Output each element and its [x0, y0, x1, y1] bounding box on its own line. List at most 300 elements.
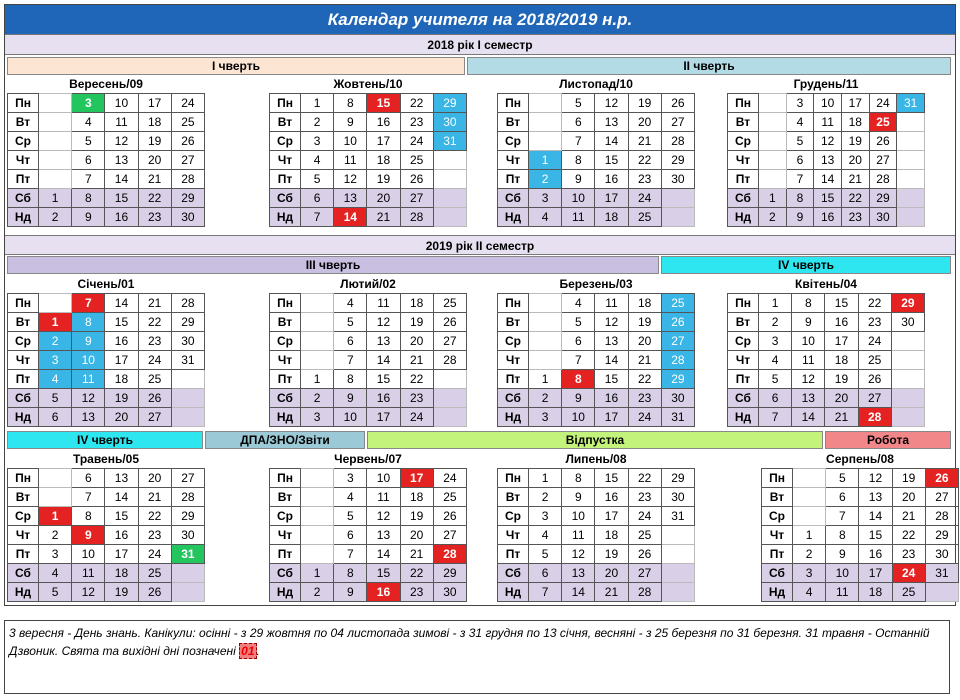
day-cell: 24: [400, 408, 433, 427]
day-cell: 16: [825, 313, 858, 332]
empty-day-cell: [793, 507, 826, 526]
day-cell: 28: [661, 351, 694, 370]
day-cell: 6: [759, 389, 792, 408]
weekday-row: [8, 132, 205, 151]
day-cell: 11: [105, 113, 138, 132]
empty-day-cell: [301, 488, 334, 507]
weekday-row: [8, 408, 205, 427]
empty-day-cell: [39, 94, 72, 113]
day-cell: 13: [105, 151, 138, 170]
day-cell: 24: [400, 132, 433, 151]
empty-day-cell: [171, 389, 204, 408]
day-cell: 24: [138, 351, 171, 370]
day-cell: 27: [433, 526, 466, 545]
weekday-row: [8, 507, 205, 526]
day-cell: 1: [301, 94, 334, 113]
day-cell: 21: [892, 507, 925, 526]
weekday-label: Сб: [762, 564, 793, 583]
month-table: [269, 293, 467, 427]
weekday-label: Пт: [728, 170, 759, 189]
day-cell: 30: [433, 583, 466, 602]
weekday-row: [270, 313, 467, 332]
weekday-row: [728, 189, 925, 208]
day-cell: 9: [72, 332, 105, 351]
day-cell: 6: [301, 189, 334, 208]
empty-day-cell: [433, 408, 466, 427]
empty-day-cell: [661, 208, 694, 227]
weekday-label: Чт: [8, 151, 39, 170]
day-cell: 13: [334, 189, 367, 208]
weekday-row: [8, 313, 205, 332]
empty-day-cell: [433, 170, 466, 189]
day-cell: 22: [841, 189, 869, 208]
day-cell: 30: [925, 545, 958, 564]
weekday-label: Нд: [728, 208, 759, 227]
day-cell: 11: [367, 294, 400, 313]
day-cell: 9: [334, 583, 367, 602]
day-cell: 22: [400, 94, 433, 113]
day-cell: 3: [529, 189, 562, 208]
weekday-row: [8, 370, 205, 389]
day-cell: 21: [400, 545, 433, 564]
day-cell: 27: [661, 113, 694, 132]
month-table: [727, 93, 925, 227]
day-cell: 25: [628, 526, 661, 545]
weekday-label: Чт: [8, 526, 39, 545]
day-cell: 22: [138, 189, 171, 208]
day-cell: 1: [759, 294, 792, 313]
day-cell: 24: [138, 545, 171, 564]
empty-day-cell: [891, 332, 924, 351]
empty-day-cell: [433, 389, 466, 408]
month-block: [269, 75, 467, 227]
weekday-row: [498, 113, 695, 132]
month-block: [727, 75, 925, 227]
month-block: [269, 275, 467, 427]
weekday-label: Сб: [498, 189, 529, 208]
day-cell: 19: [400, 507, 433, 526]
day-cell: 19: [138, 132, 171, 151]
day-cell: 30: [171, 208, 204, 227]
empty-day-cell: [897, 132, 925, 151]
empty-day-cell: [529, 351, 562, 370]
weekday-row: [8, 151, 205, 170]
weekday-label: Пт: [8, 170, 39, 189]
day-cell: 26: [858, 370, 891, 389]
weekday-label: Нд: [8, 583, 39, 602]
weekday-row: [8, 583, 205, 602]
day-cell: 28: [858, 408, 891, 427]
empty-day-cell: [301, 294, 334, 313]
day-cell: 4: [529, 208, 562, 227]
day-cell: 24: [858, 332, 891, 351]
day-cell: 5: [39, 389, 72, 408]
weekday-row: [498, 488, 695, 507]
weekday-row: [728, 294, 925, 313]
day-cell: 7: [759, 408, 792, 427]
empty-day-cell: [433, 208, 466, 227]
day-cell: 19: [105, 389, 138, 408]
weekday-label: Чт: [270, 351, 301, 370]
month-block: [497, 275, 695, 427]
day-cell: 26: [433, 313, 466, 332]
day-cell: 12: [334, 170, 367, 189]
day-cell: 5: [334, 313, 367, 332]
day-cell: 21: [595, 583, 628, 602]
day-cell: 5: [826, 469, 859, 488]
weekday-label: Сб: [8, 189, 39, 208]
weekday-row: [270, 208, 467, 227]
day-cell: 30: [869, 208, 897, 227]
day-cell: 9: [72, 526, 105, 545]
weekday-label: Пт: [728, 370, 759, 389]
weekday-row: [728, 208, 925, 227]
day-cell: 19: [892, 469, 925, 488]
day-cell: 20: [367, 189, 400, 208]
day-cell: 21: [628, 132, 661, 151]
weekday-label: Ср: [8, 507, 39, 526]
day-cell: 26: [400, 170, 433, 189]
weekday-label: Вт: [270, 113, 301, 132]
weekday-row: [270, 583, 467, 602]
weekday-label: Вт: [8, 113, 39, 132]
day-cell: 8: [562, 370, 595, 389]
day-cell: 11: [72, 564, 105, 583]
weekday-label: Чт: [270, 151, 301, 170]
weekday-label: Пт: [8, 545, 39, 564]
month-name: Січень/01: [77, 277, 135, 291]
holiday-swatch: 01: [241, 644, 255, 658]
weekday-label: Чт: [762, 526, 793, 545]
legend-note-text: 3 вересня - День знань. Канікули: осінні - з 29 жовтня по 04 листопада зимові - з 31 грудня по 13 січня, весняні - з 25 березня по 31 березня. 31 травня - Останній Дзвоник. Свята та вихідні дні позначені: [9, 626, 930, 658]
day-cell: 24: [628, 189, 661, 208]
weekday-row: [270, 564, 467, 583]
day-cell: 18: [595, 208, 628, 227]
day-cell: 22: [628, 370, 661, 389]
day-cell: 18: [400, 294, 433, 313]
empty-day-cell: [793, 469, 826, 488]
day-cell: 13: [595, 332, 628, 351]
day-cell: 19: [367, 170, 400, 189]
day-cell: 9: [792, 313, 825, 332]
weekday-label: Пн: [270, 294, 301, 313]
day-cell: 6: [786, 151, 814, 170]
day-cell: 25: [138, 370, 171, 389]
day-cell: 10: [814, 94, 842, 113]
day-cell: 5: [562, 313, 595, 332]
day-cell: 26: [138, 389, 171, 408]
day-cell: 23: [858, 313, 891, 332]
weekday-row: [498, 208, 695, 227]
month-table: [497, 468, 695, 602]
day-cell: 21: [400, 351, 433, 370]
calendar-frame: [4, 4, 956, 606]
weekday-row: [8, 332, 205, 351]
day-cell: 25: [661, 294, 694, 313]
weekday-row: [270, 526, 467, 545]
weekday-label: Пн: [728, 94, 759, 113]
weekday-label: Ср: [270, 507, 301, 526]
day-cell: 14: [859, 507, 892, 526]
vacation-bar: Відпустка: [367, 431, 823, 449]
day-cell: 23: [892, 545, 925, 564]
empty-day-cell: [301, 526, 334, 545]
day-cell: 21: [825, 408, 858, 427]
empty-day-cell: [891, 408, 924, 427]
weekday-label: Ср: [762, 507, 793, 526]
day-cell: 24: [892, 564, 925, 583]
weekday-row: [498, 151, 695, 170]
day-cell: 20: [628, 332, 661, 351]
day-cell: 1: [529, 151, 562, 170]
weekday-label: Ср: [8, 132, 39, 151]
day-cell: 15: [595, 469, 628, 488]
weekday-label: Пн: [498, 94, 529, 113]
day-cell: 25: [433, 488, 466, 507]
page-title: Календар учителя на 2018/2019 н.р.: [5, 5, 955, 35]
empty-day-cell: [39, 113, 72, 132]
day-cell: 15: [105, 507, 138, 526]
day-cell: 17: [138, 94, 171, 113]
empty-day-cell: [891, 389, 924, 408]
weekday-row: [498, 332, 695, 351]
weekday-label: Пт: [762, 545, 793, 564]
weekday-label: Пт: [270, 545, 301, 564]
day-cell: 17: [105, 545, 138, 564]
weekday-label: Вт: [728, 113, 759, 132]
day-cell: 28: [925, 507, 958, 526]
day-cell: 4: [334, 294, 367, 313]
empty-day-cell: [925, 583, 958, 602]
month-table: [7, 468, 205, 602]
weekday-row: [762, 526, 959, 545]
day-cell: 5: [759, 370, 792, 389]
day-cell: 9: [334, 113, 367, 132]
month-name: Лютий/02: [340, 277, 396, 291]
day-cell: 1: [301, 370, 334, 389]
day-cell: 4: [759, 351, 792, 370]
weekday-label: Ср: [728, 132, 759, 151]
day-cell: 13: [72, 408, 105, 427]
day-cell: 30: [433, 113, 466, 132]
weekday-label: Пн: [498, 294, 529, 313]
day-cell: 6: [72, 151, 105, 170]
day-cell: 2: [301, 113, 334, 132]
day-cell: 16: [595, 170, 628, 189]
weekday-label: Пт: [270, 370, 301, 389]
weekday-row: [728, 351, 925, 370]
day-cell: 8: [334, 94, 367, 113]
empty-day-cell: [897, 208, 925, 227]
empty-day-cell: [301, 351, 334, 370]
month-block: [269, 450, 467, 602]
weekday-row: [8, 351, 205, 370]
day-cell: 27: [433, 332, 466, 351]
weekday-label: Пт: [270, 170, 301, 189]
weekday-label: Сб: [498, 564, 529, 583]
weekday-row: [8, 294, 205, 313]
day-cell: 6: [334, 526, 367, 545]
day-cell: 30: [891, 313, 924, 332]
day-cell: 14: [105, 294, 138, 313]
day-cell: 2: [301, 389, 334, 408]
day-cell: 11: [792, 351, 825, 370]
day-cell: 14: [334, 208, 367, 227]
weekday-row: [762, 564, 959, 583]
day-cell: 23: [841, 208, 869, 227]
weekday-label: Ср: [270, 132, 301, 151]
weekday-row: [270, 351, 467, 370]
day-cell: 12: [367, 507, 400, 526]
day-cell: 6: [562, 332, 595, 351]
day-cell: 4: [39, 370, 72, 389]
day-cell: 2: [301, 583, 334, 602]
day-cell: 10: [72, 351, 105, 370]
day-cell: 31: [897, 94, 925, 113]
day-cell: 16: [105, 208, 138, 227]
day-cell: 29: [433, 564, 466, 583]
month-table: [761, 468, 959, 602]
day-cell: 14: [367, 351, 400, 370]
month-name: Травень/05: [72, 452, 140, 466]
day-cell: 22: [628, 151, 661, 170]
day-cell: 2: [759, 313, 792, 332]
day-cell: 19: [825, 370, 858, 389]
day-cell: 24: [433, 469, 466, 488]
day-cell: 12: [562, 545, 595, 564]
day-cell: 18: [400, 488, 433, 507]
weekday-label: Ср: [498, 132, 529, 151]
weekday-row: [762, 507, 959, 526]
weekday-label: Нд: [728, 408, 759, 427]
day-cell: 21: [138, 170, 171, 189]
day-cell: 8: [562, 469, 595, 488]
day-cell: 3: [72, 94, 105, 113]
month-block: [497, 75, 695, 227]
day-cell: 8: [72, 507, 105, 526]
day-cell: 16: [595, 389, 628, 408]
day-cell: 16: [595, 488, 628, 507]
weekday-label: Чт: [728, 351, 759, 370]
day-cell: 22: [892, 526, 925, 545]
day-cell: 15: [367, 94, 400, 113]
weekday-row: [498, 507, 695, 526]
month-table: [497, 293, 695, 427]
quarter-4-bar: ІV чверть: [661, 256, 951, 274]
day-cell: 19: [628, 94, 661, 113]
weekday-label: Сб: [8, 389, 39, 408]
day-cell: 12: [859, 469, 892, 488]
weekday-row: [728, 94, 925, 113]
day-cell: 15: [814, 189, 842, 208]
day-cell: 4: [301, 151, 334, 170]
day-cell: 2: [529, 389, 562, 408]
month-name: Липень/08: [565, 452, 627, 466]
day-cell: 22: [400, 370, 433, 389]
month-name: Березень/03: [559, 277, 633, 291]
day-cell: 27: [171, 151, 204, 170]
empty-day-cell: [661, 583, 694, 602]
day-cell: 18: [105, 370, 138, 389]
day-cell: 28: [433, 545, 466, 564]
empty-day-cell: [759, 132, 787, 151]
weekday-row: [728, 170, 925, 189]
month-name: Квітень/04: [795, 277, 857, 291]
day-cell: 2: [759, 208, 787, 227]
weekday-row: [270, 488, 467, 507]
day-cell: 2: [39, 208, 72, 227]
weekday-label: Вт: [8, 488, 39, 507]
day-cell: 28: [400, 208, 433, 227]
day-cell: 30: [171, 526, 204, 545]
day-cell: 1: [39, 507, 72, 526]
weekday-label: Пт: [8, 370, 39, 389]
day-cell: 17: [367, 132, 400, 151]
day-cell: 14: [105, 488, 138, 507]
day-cell: 1: [301, 564, 334, 583]
day-cell: 25: [892, 583, 925, 602]
day-cell: 9: [562, 389, 595, 408]
day-cell: 11: [562, 526, 595, 545]
day-cell: 28: [661, 132, 694, 151]
day-cell: 20: [400, 526, 433, 545]
day-cell: 15: [859, 526, 892, 545]
day-cell: 24: [628, 408, 661, 427]
day-cell: 6: [562, 113, 595, 132]
day-cell: 18: [825, 351, 858, 370]
weekday-row: [270, 469, 467, 488]
weekday-label: Нд: [270, 408, 301, 427]
day-cell: 15: [595, 151, 628, 170]
day-cell: 3: [334, 469, 367, 488]
weekday-row: [728, 132, 925, 151]
day-cell: 3: [301, 408, 334, 427]
day-cell: 15: [105, 189, 138, 208]
weekday-label: Пт: [498, 370, 529, 389]
weekday-row: [762, 545, 959, 564]
empty-day-cell: [793, 488, 826, 507]
empty-day-cell: [433, 151, 466, 170]
weekday-label: Сб: [8, 564, 39, 583]
month-name: Червень/07: [334, 452, 402, 466]
day-cell: 8: [334, 564, 367, 583]
day-cell: 31: [171, 351, 204, 370]
weekday-label: Вт: [270, 488, 301, 507]
empty-day-cell: [529, 113, 562, 132]
day-cell: 5: [334, 507, 367, 526]
day-cell: 13: [562, 564, 595, 583]
day-cell: 23: [400, 389, 433, 408]
day-cell: 30: [661, 389, 694, 408]
day-cell: 9: [826, 545, 859, 564]
weekday-row: [8, 189, 205, 208]
weekday-row: [8, 545, 205, 564]
day-cell: 3: [39, 351, 72, 370]
weekday-row: [498, 294, 695, 313]
weekday-row: [8, 170, 205, 189]
day-cell: 29: [925, 526, 958, 545]
day-cell: 23: [400, 583, 433, 602]
month-block: [7, 450, 205, 602]
month-block: [7, 275, 205, 427]
day-cell: 26: [138, 583, 171, 602]
weekday-label: Ср: [8, 332, 39, 351]
day-cell: 20: [138, 469, 171, 488]
day-cell: 8: [792, 294, 825, 313]
weekday-row: [270, 294, 467, 313]
weekday-row: [270, 408, 467, 427]
day-cell: 14: [562, 583, 595, 602]
